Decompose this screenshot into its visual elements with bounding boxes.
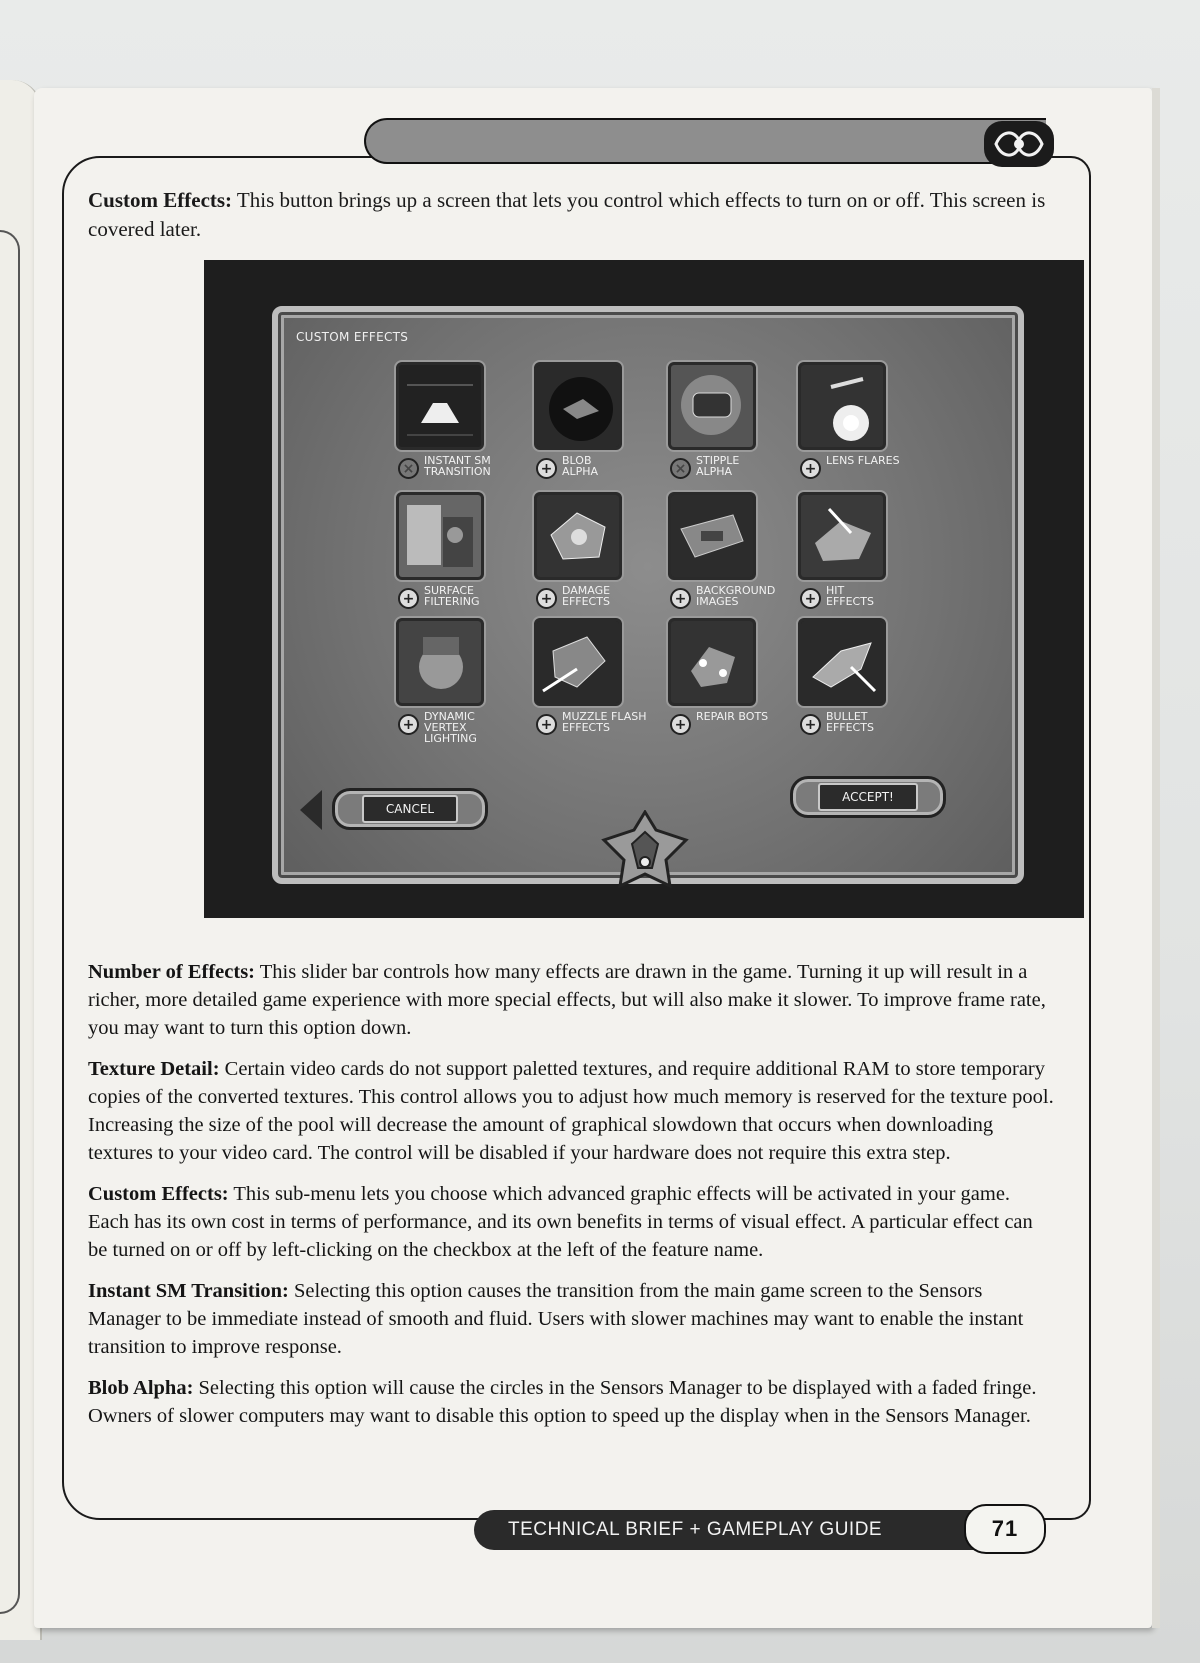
paragraph-text: Selecting this option causes the transition from the main game screen to the Sensors Manager to be immediate instead of smooth and fluid. Users with slower machines may want to enable the instant transition to improve response. — [88, 1280, 1024, 1358]
bullet-icon — [798, 618, 886, 706]
effect-label: DYNAMIC VERTEX LIGHTING — [424, 710, 477, 745]
ship-glow-icon — [668, 362, 756, 450]
effect-item — [534, 362, 684, 492]
effect-checkbox[interactable]: + — [800, 458, 821, 479]
accept-button[interactable] — [790, 776, 946, 818]
effect-checkbox[interactable]: + — [536, 458, 557, 479]
paragraph-text: This sub-menu lets you choose which advanced graphic effects will be activated in your game. Each has its own cost in terms of performance, and its own benefits in terms of visual effect. A particular effect can be turned on or off by left-clicking on the checkbox at the left of the feature name. — [88, 1183, 1033, 1261]
paragraph-term: Blob Alpha: — [88, 1377, 194, 1399]
intro-text: This button brings up a screen that lets you control which effects to turn on or off. This screen is covered later. — [88, 188, 1046, 241]
sensor-grid-icon — [396, 362, 484, 450]
effect-item — [396, 362, 546, 492]
previous-page-frame — [0, 230, 20, 1614]
cancel-button[interactable] — [332, 788, 488, 830]
paragraph-text: This slider bar controls how many effects are drawn in the game. Turning it up will result in a richer, more detailed game experience with more special effects, but will also make it slower. To improve frame rate, you may want to turn this option down. — [88, 961, 1046, 1039]
intro-term: Custom Effects: — [88, 188, 233, 212]
effect-item — [396, 618, 546, 748]
effect-item — [668, 618, 818, 748]
muzzle-flash-icon — [534, 618, 622, 706]
effect-checkbox[interactable]: × — [398, 458, 419, 479]
repair-bots-icon — [668, 618, 756, 706]
effect-label: DAMAGE EFFECTS — [562, 584, 611, 608]
paragraph-term: Instant SM Transition: — [88, 1280, 289, 1302]
cancel-button-label: CANCEL — [362, 795, 458, 823]
effect-checkbox[interactable]: + — [800, 714, 821, 735]
effect-checkbox[interactable]: × — [670, 458, 691, 479]
dialog-emblem-icon — [600, 810, 690, 888]
effect-checkbox[interactable]: + — [670, 714, 691, 735]
emblem-logo-icon — [984, 121, 1054, 167]
effect-item — [798, 492, 948, 622]
accept-button-label: ACCEPT! — [818, 783, 918, 811]
body-text — [88, 958, 1056, 1443]
effect-item — [534, 618, 684, 748]
effect-checkbox[interactable]: + — [536, 714, 557, 735]
paragraph-term: Number of Effects: — [88, 961, 255, 983]
effect-label: HIT EFFECTS — [826, 584, 874, 608]
header-bar — [364, 118, 1046, 164]
paragraph-text: Certain video cards do not support paletted textures, and require additional RAM to store temporary copies of the converted textures. This control allows you to adjust how much memory is reserved for the texture pool. Increasing the size of the pool will decrease the amount of graphical slowdown that occurs when downloading textures to your video card. The control will be disabled if your hardware does not require this extra step. — [88, 1058, 1054, 1164]
effect-item — [534, 492, 684, 622]
effect-item — [798, 362, 948, 492]
effect-checkbox[interactable]: + — [536, 588, 557, 609]
effect-checkbox[interactable]: + — [398, 588, 419, 609]
paragraph-term: Texture Detail: — [88, 1058, 220, 1080]
effect-item — [668, 362, 818, 492]
paragraph-text: Selecting this option will cause the circles in the Sensors Manager to be displayed with a faded fringe. Owners of slower computers may want to disable this option to speed up the display when in the Sensors Manager. — [88, 1377, 1037, 1427]
body-paragraph — [88, 1277, 1056, 1361]
background-icon — [668, 492, 756, 580]
effect-label: MUZZLE FLASH EFFECTS — [562, 710, 647, 734]
footer-bar — [474, 1510, 1004, 1550]
effect-label: SURFACE FILTERING — [424, 584, 480, 608]
effect-checkbox[interactable]: + — [670, 588, 691, 609]
footer-title: TECHNICAL BRIEF + GAMEPLAY GUIDE — [508, 1519, 883, 1540]
custom-effects-dialog — [272, 306, 1024, 884]
hit-icon — [798, 492, 886, 580]
book-page — [34, 88, 1152, 1628]
effect-label: STIPPLE ALPHA — [696, 454, 740, 478]
page-number: 71 — [964, 1504, 1046, 1554]
dialog-title: CUSTOM EFFECTS — [296, 330, 409, 344]
body-paragraph — [88, 958, 1056, 1042]
lighting-icon — [396, 618, 484, 706]
back-arrow-icon[interactable] — [300, 790, 322, 830]
blob-ship-icon — [534, 362, 622, 450]
effect-label: LENS FLARES — [826, 454, 900, 467]
intro-paragraph — [88, 186, 1048, 244]
lens-flare-icon — [798, 362, 886, 450]
effect-label: BULLET EFFECTS — [826, 710, 874, 734]
damage-icon — [534, 492, 622, 580]
effect-label: INSTANT SM TRANSITION — [424, 454, 491, 478]
game-screenshot — [204, 260, 1084, 918]
effect-item — [798, 618, 948, 748]
body-paragraph — [88, 1180, 1056, 1264]
effect-checkbox[interactable]: + — [398, 714, 419, 735]
effect-label: BLOB ALPHA — [562, 454, 599, 478]
effect-label: REPAIR BOTS — [696, 710, 769, 723]
effect-checkbox[interactable]: + — [800, 588, 821, 609]
surface-icon — [396, 492, 484, 580]
page-edge — [1152, 88, 1160, 1628]
effect-item — [396, 492, 546, 622]
effect-label: BACKGROUND IMAGES — [696, 584, 776, 608]
body-paragraph — [88, 1055, 1056, 1167]
paragraph-list — [88, 958, 1056, 1430]
body-paragraph — [88, 1374, 1056, 1430]
paragraph-term: Custom Effects: — [88, 1183, 229, 1205]
effect-item — [668, 492, 818, 622]
